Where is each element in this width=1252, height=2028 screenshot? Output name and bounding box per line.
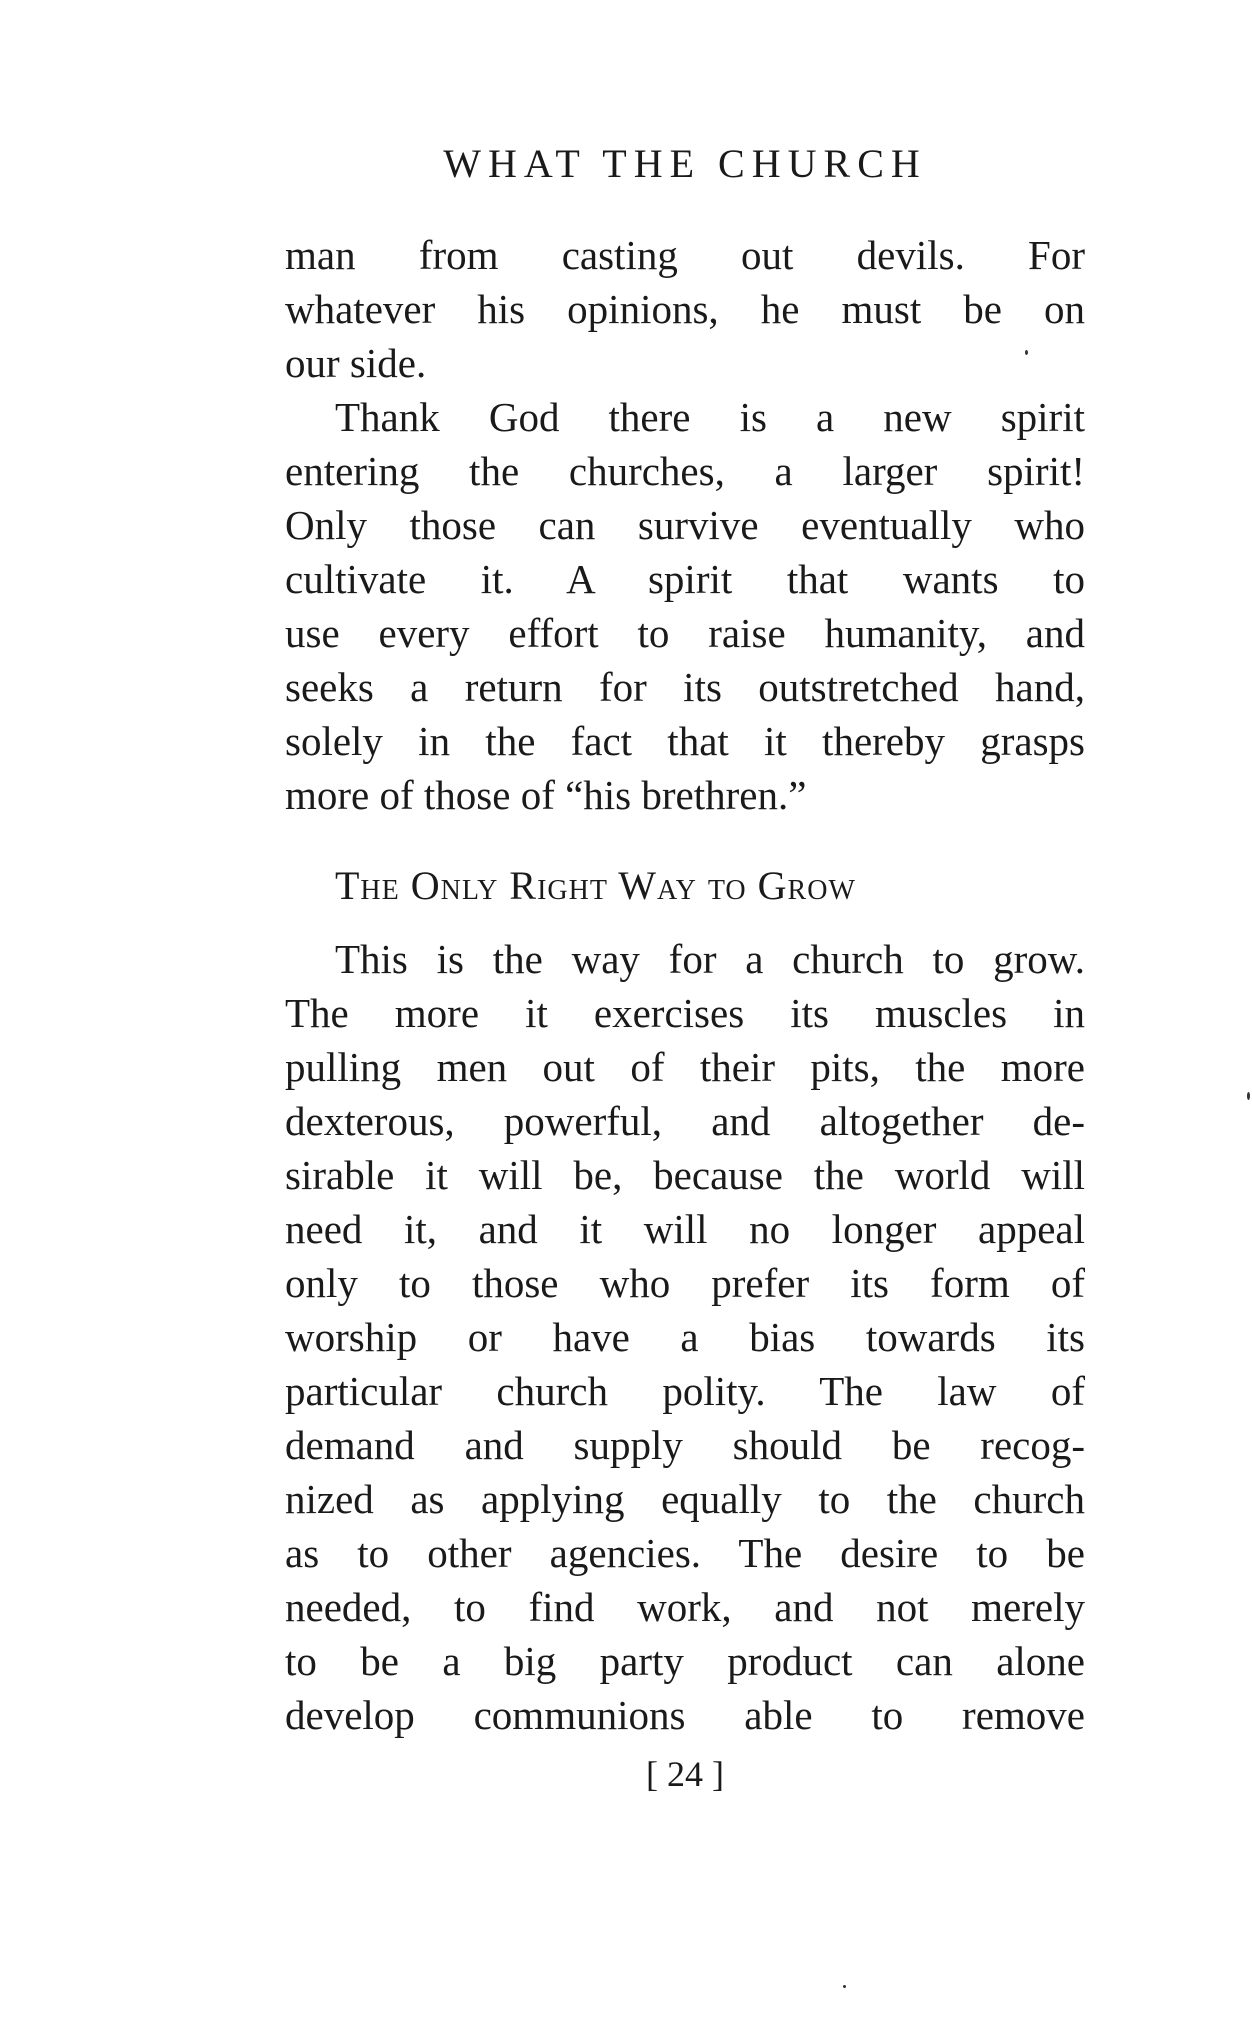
- text-line: sirable it will be, because the world will: [285, 1152, 1085, 1198]
- paragraph-grow: [285, 932, 1085, 1742]
- text-line: to be a big party product can alone: [285, 1638, 1085, 1684]
- print-speck: [843, 1985, 846, 1988]
- print-speck: [1025, 350, 1028, 355]
- text-line: man from casting out devils. For: [285, 232, 1085, 278]
- text-line: only to those who prefer its form of: [285, 1260, 1085, 1306]
- text-line: dexterous, powerful, and altogether de-: [285, 1098, 1085, 1144]
- paragraph-continued: [285, 228, 1085, 390]
- text-line: needed, to find work, and not merely: [285, 1584, 1085, 1630]
- text-line: solely in the fact that it thereby grasps: [285, 718, 1085, 764]
- text-line: our side.: [285, 340, 427, 386]
- running-head: WHAT THE CHURCH: [443, 141, 927, 186]
- text-line: cultivate it. A spirit that wants to: [285, 556, 1085, 602]
- text-line: as to other agencies. The desire to be: [285, 1530, 1085, 1576]
- text-line: Only those can survive eventually who: [285, 502, 1085, 548]
- print-speck: [1247, 1092, 1250, 1100]
- text-line: more of those of “his brethren.”: [285, 772, 807, 818]
- text-line: whatever his opinions, he must be on: [285, 286, 1085, 332]
- text-line: The more it exercises its muscles in: [285, 990, 1085, 1036]
- text-line: This is the way for a church to grow.: [335, 936, 1085, 982]
- text-line: develop communions able to remove: [285, 1692, 1085, 1738]
- text-line: entering the churches, a larger spirit!: [285, 448, 1085, 494]
- text-line: use every effort to raise humanity, and: [285, 610, 1085, 656]
- text-line: seeks a return for its outstretched hand,: [285, 664, 1085, 710]
- text-line: particular church polity. The law of: [285, 1368, 1085, 1414]
- paragraph-thank-god: [285, 390, 1085, 822]
- page-number: [ 24 ]: [646, 1754, 724, 1794]
- section-heading: The Only Right Way to Grow: [335, 863, 856, 908]
- text-line: nized as applying equally to the church: [285, 1476, 1085, 1522]
- text-line: Thank God there is a new spirit: [335, 394, 1085, 440]
- text-line: pulling men out of their pits, the more: [285, 1044, 1085, 1090]
- text-line: need it, and it will no longer appeal: [285, 1206, 1085, 1252]
- text-line: demand and supply should be recog-: [285, 1422, 1085, 1468]
- text-line: worship or have a bias towards its: [285, 1314, 1085, 1360]
